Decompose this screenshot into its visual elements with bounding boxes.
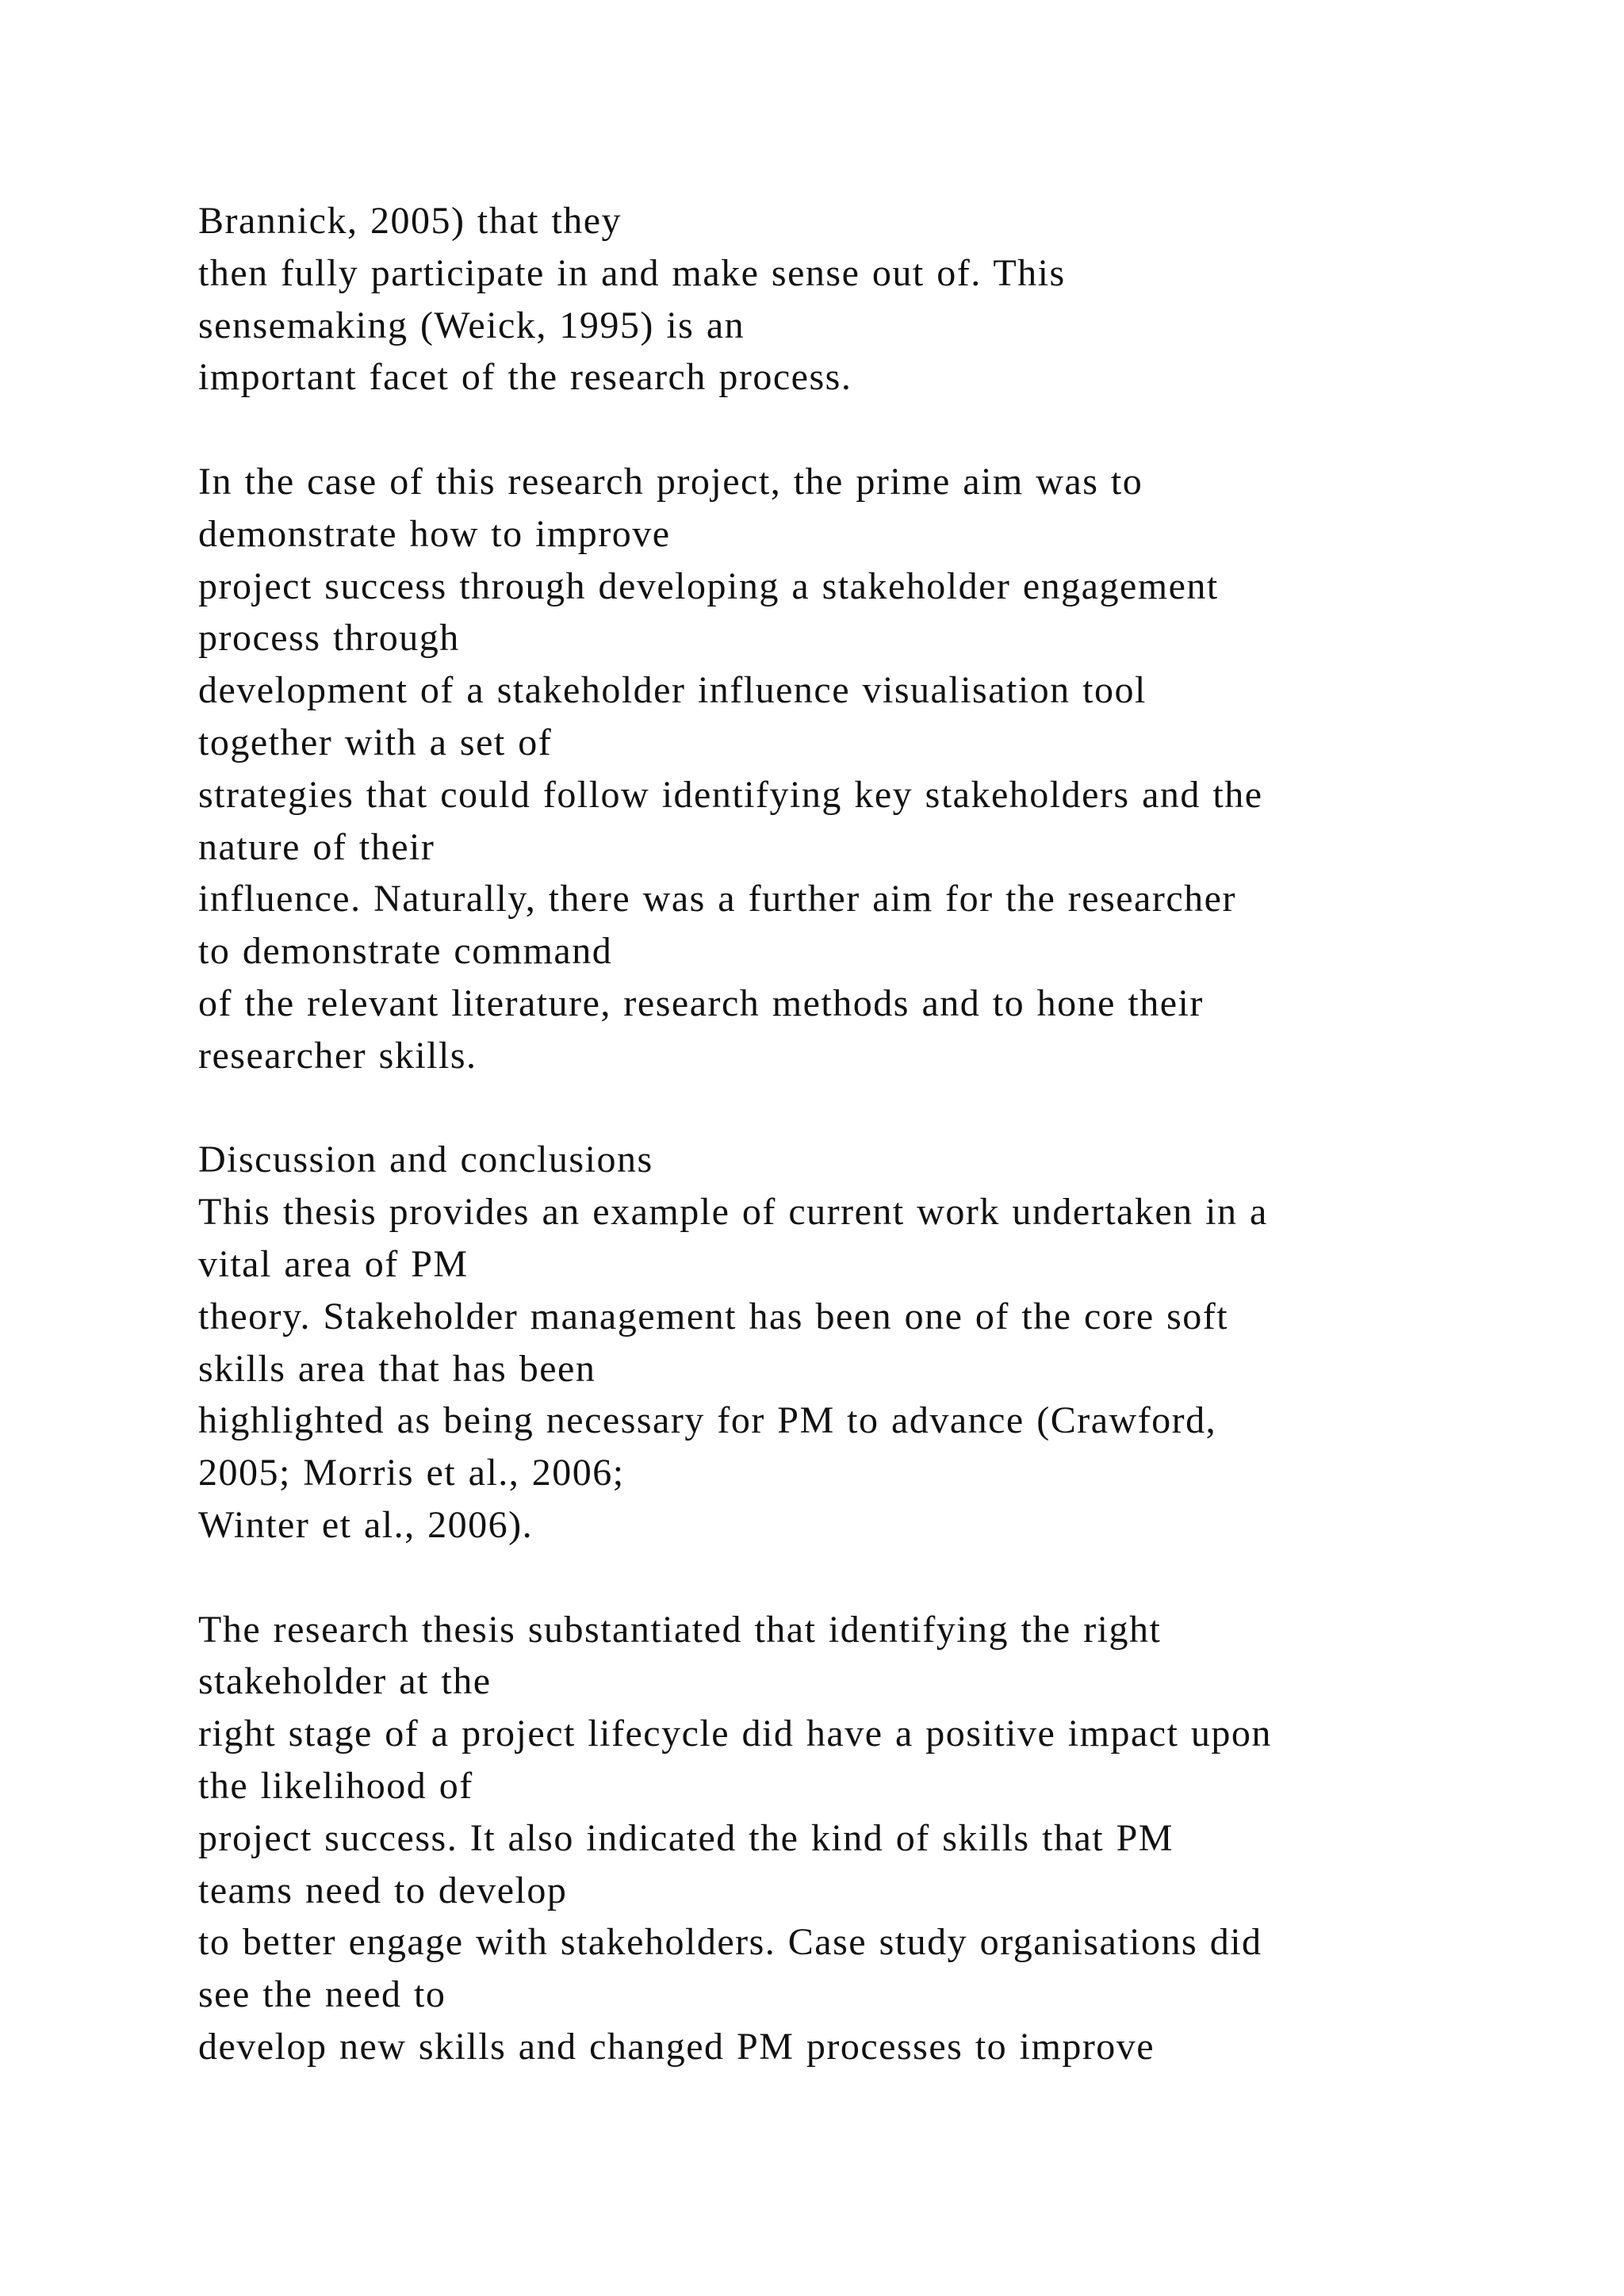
text-line: stakeholder at the	[198, 1660, 492, 1703]
text-line: vital area of PM	[198, 1242, 469, 1285]
text-line: highlighted as being necessary for PM to advance (Crawford,	[198, 1399, 1217, 1442]
text-line: Winter et al., 2006).	[198, 1503, 534, 1546]
text-line: skills area that has been	[198, 1347, 596, 1390]
text-line: theory. Stakeholder management has been one of the core soft	[198, 1295, 1229, 1337]
text-line: influence. Naturally, there was a further aim for the researcher	[198, 878, 1236, 920]
text-line: the likelihood of	[198, 1764, 473, 1807]
text-line: project success through developing a stakeholder engagement	[198, 564, 1219, 607]
section-heading: Discussion and conclusions	[198, 1138, 653, 1181]
text-line: 2005; Morris et al., 2006;	[198, 1452, 625, 1494]
text-line: right stage of a project lifecycle did have a positive impact upon	[198, 1712, 1272, 1755]
document-text	[198, 195, 1594, 2073]
text-line: teams need to develop	[198, 1869, 568, 1911]
text-line: then fully participate in and make sense out of. This	[198, 251, 1066, 294]
text-line: project success. It also indicated the kind of skills that PM	[198, 1816, 1174, 1859]
text-line: see the need to	[198, 1973, 446, 2016]
text-line: of the relevant literature, research methods and to hone their	[198, 982, 1204, 1024]
text-line: process through	[198, 617, 460, 660]
paragraph-gap	[198, 1552, 1594, 1604]
text-line: This thesis provides an example of current work undertaken in a	[198, 1191, 1268, 1234]
text-line: demonstrate how to improve	[198, 512, 671, 555]
text-line: researcher skills.	[198, 1034, 477, 1077]
text-line: Brannick, 2005) that they	[198, 200, 622, 242]
text-line: sensemaking (Weick, 1995) is an	[198, 304, 745, 346]
paragraph-gap	[198, 404, 1594, 456]
text-line: nature of their	[198, 825, 435, 868]
text-line: together with a set of	[198, 721, 553, 763]
paragraph-gap	[198, 1082, 1594, 1135]
text-line: development of a stakeholder influence visualisation tool	[198, 669, 1147, 712]
text-line: to better engage with stakeholders. Case study organisations did	[198, 1921, 1262, 1964]
text-line: to demonstrate command	[198, 930, 613, 973]
text-line: develop new skills and changed PM processes to improve	[198, 2025, 1155, 2068]
text-line: In the case of this research project, the prime aim was to	[198, 460, 1143, 503]
text-line: strategies that could follow identifying key stakeholders and the	[198, 773, 1263, 816]
text-line: The research thesis substantiated that identifying the right	[198, 1608, 1162, 1651]
text-line: important facet of the research process.	[198, 356, 852, 399]
